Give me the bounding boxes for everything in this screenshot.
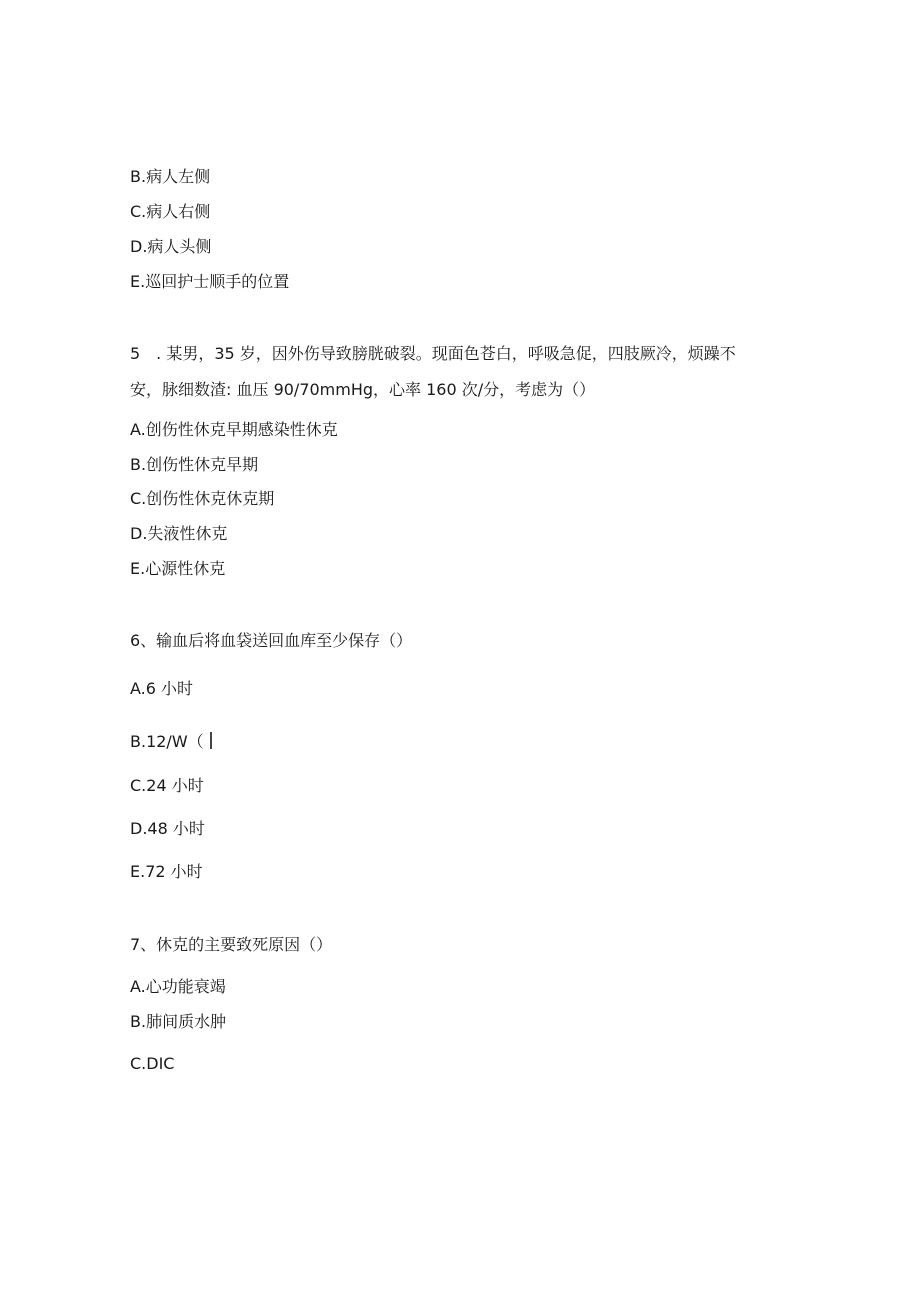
- q5-stem-line2: 安，脉细数渣: 血压 90/70mmHg，心率 160 次/分，考虑为（）: [130, 380, 596, 399]
- q5-option-e: E.心源性休克: [130, 559, 226, 578]
- q6-option-b-text: B.12/W（: [130, 732, 204, 751]
- q5-option-a: A.创伤性休克早期感染性休克: [130, 420, 338, 439]
- q7-option-b: B.肺间质水肿: [130, 1012, 227, 1031]
- q7-option-a: A.心功能衰竭: [130, 977, 226, 996]
- q4-option-e: E.巡回护士顺手的位置: [130, 272, 290, 291]
- q6-option-c: C.24 小时: [130, 776, 204, 795]
- q4-option-c: C.病人右侧: [130, 202, 211, 221]
- q6-stem: 6、输血后将血袋送回血库至少保存（）: [130, 631, 413, 650]
- q5-option-c: C.创伤性休克休克期: [130, 489, 275, 508]
- q6-option-e: E.72 小时: [130, 862, 203, 881]
- q4-option-d: D.病人头侧: [130, 237, 212, 256]
- q7-option-c: C.DIC: [130, 1054, 175, 1073]
- q5-option-d: D.失液性休克: [130, 524, 228, 543]
- q4-option-b: B.病人左侧: [130, 167, 211, 186]
- vertical-bar-mark: [210, 732, 212, 749]
- q6-option-d: D.48 小时: [130, 819, 205, 838]
- q6-option-a: A.6 小时: [130, 679, 194, 698]
- q5-stem-line1: 5 . 某男，35 岁，因外伤导致膀胱破裂。现面色苍白，呼吸急促，四肢厥冷，烦躁不: [130, 344, 736, 363]
- q6-option-b: [130, 732, 212, 752]
- q7-stem: 7、休克的主要致死原因（）: [130, 935, 333, 954]
- q5-option-b: B.创伤性休克早期: [130, 455, 259, 474]
